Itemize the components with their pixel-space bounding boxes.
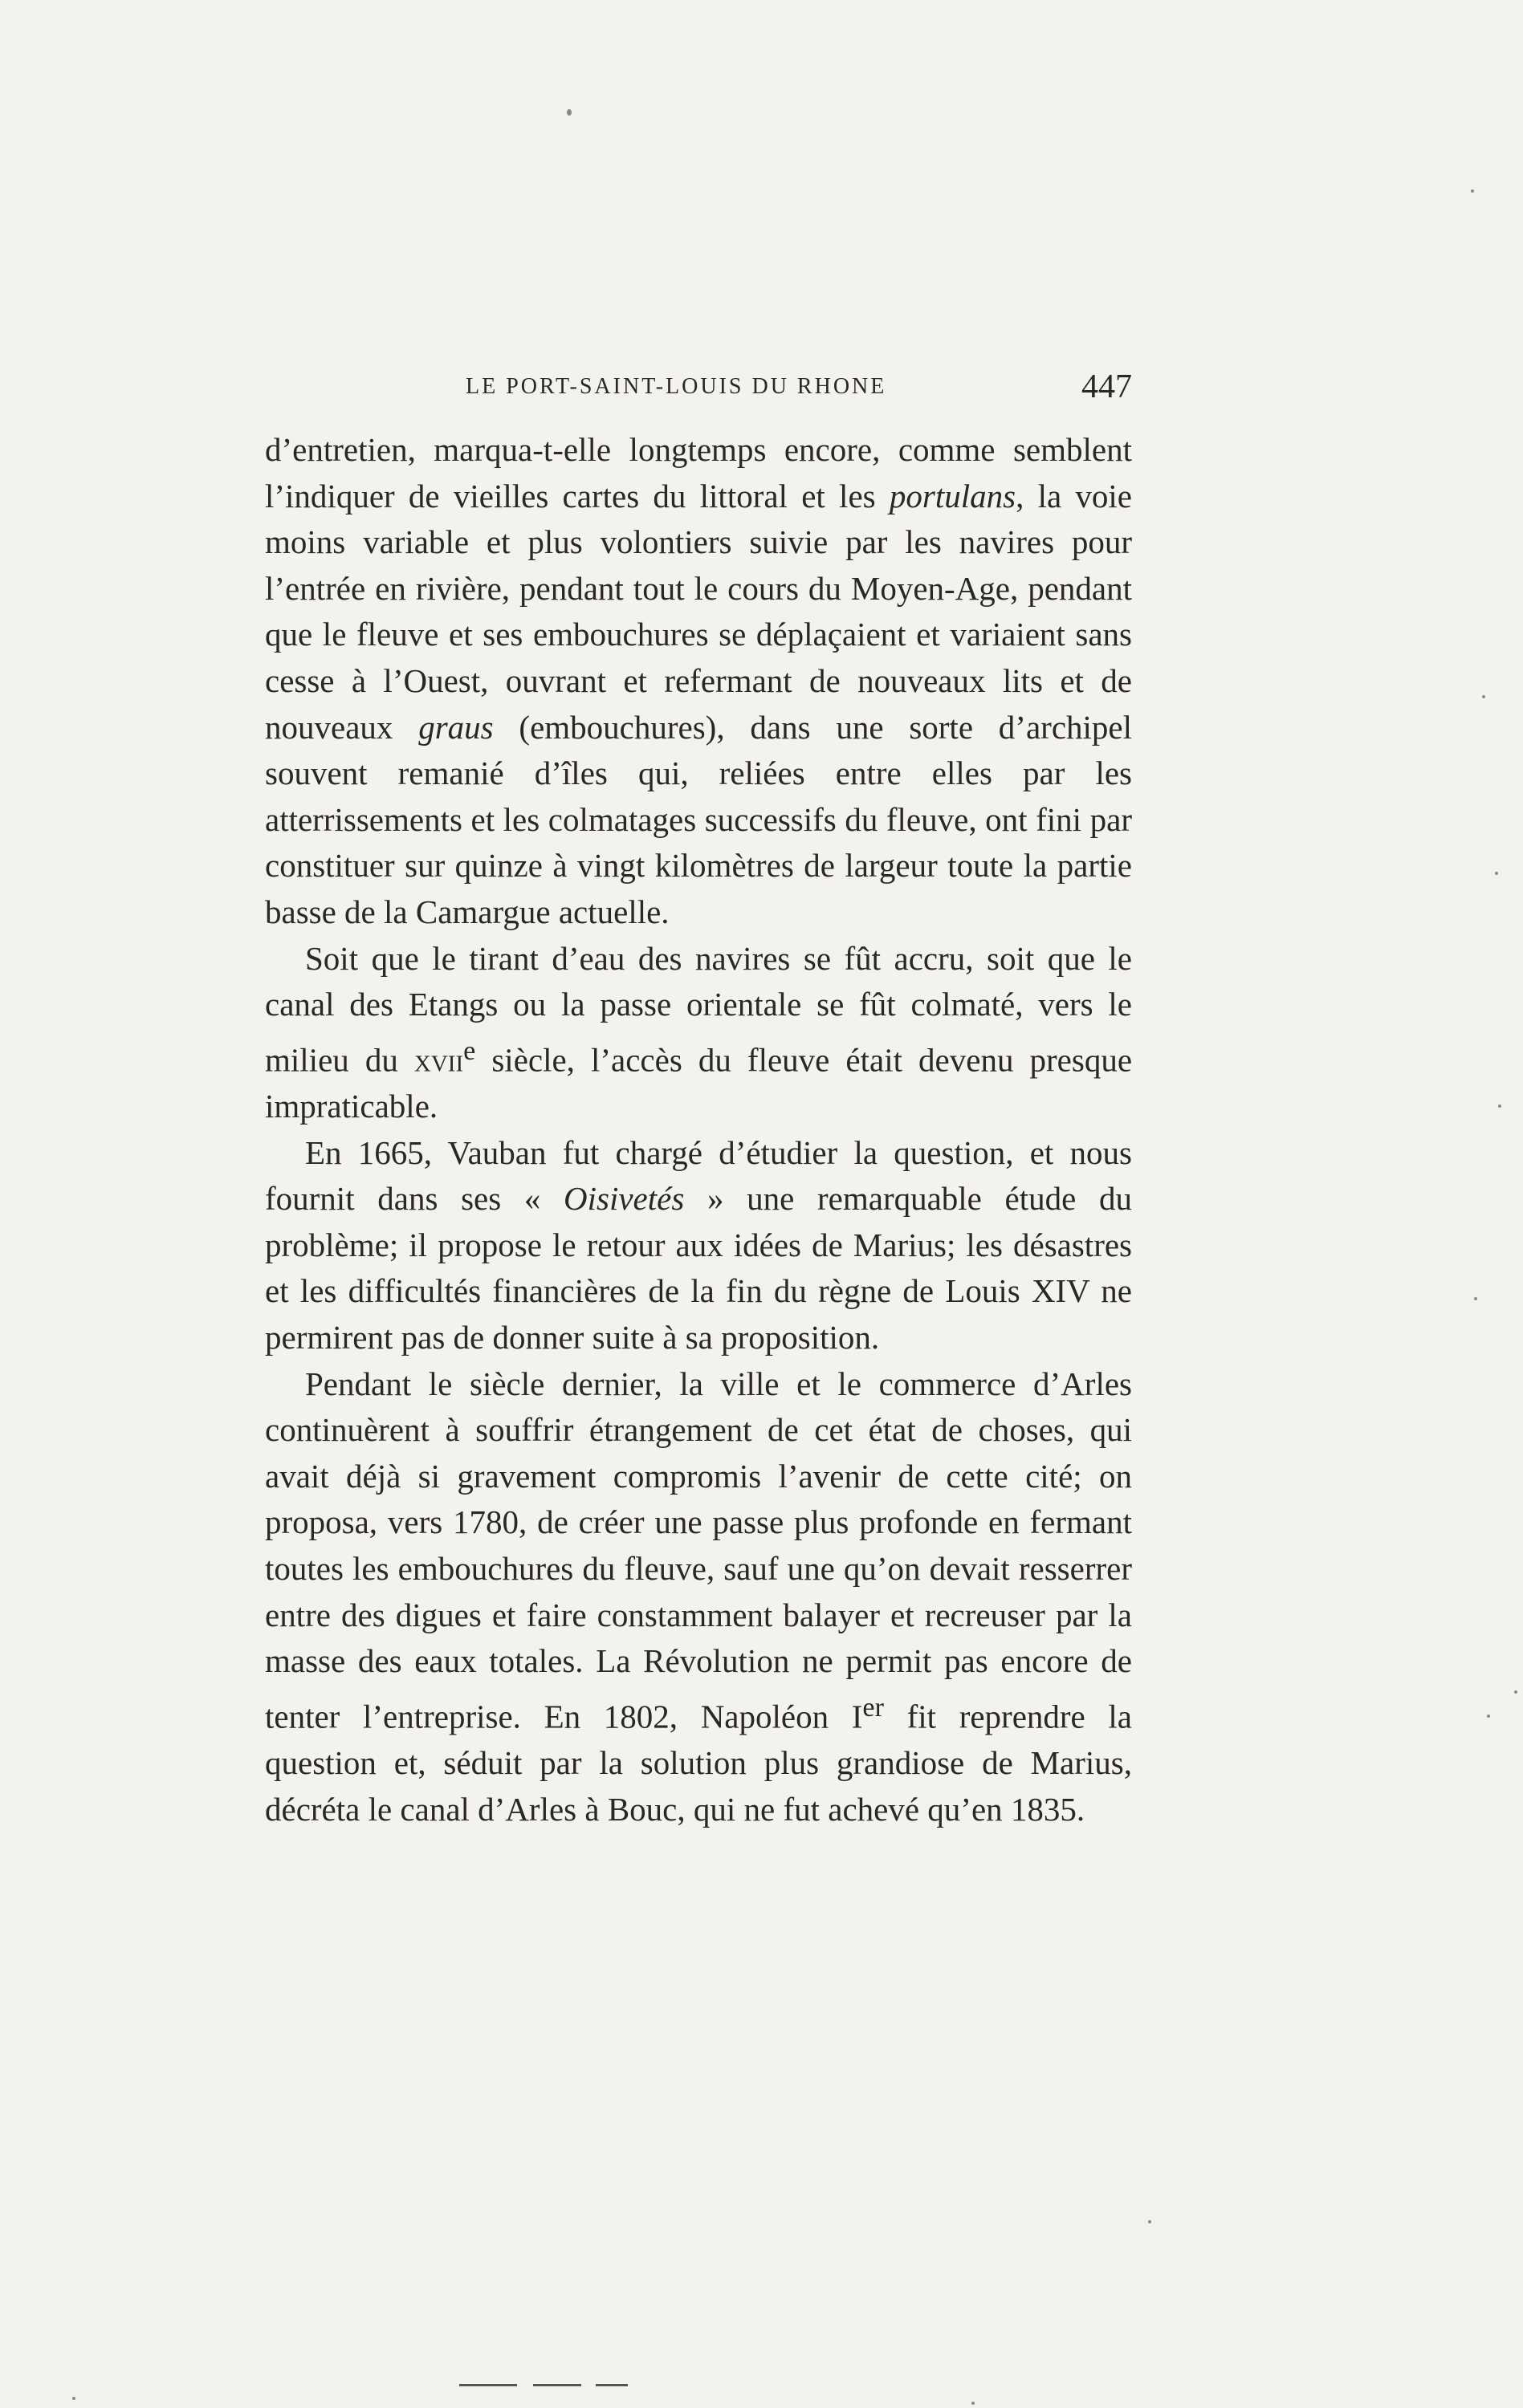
paragraph-3: En 1665, Vauban fut chargé d’étudier la question, et nous fournit dans ses « Oisivetés » une remarquable étude du problème; il propose le retour aux idées de Marius; les désastres et les difficultés financières de la fin du règne de Louis XIV ne permirent pas de donner suite à sa proposition. bbox=[265, 1133, 1132, 1356]
running-head bbox=[265, 368, 1132, 419]
paper-speck bbox=[72, 2397, 75, 2400]
paper-speck bbox=[1474, 1297, 1477, 1300]
italic-title-oisivetes: Oisivetés bbox=[564, 1180, 685, 1218]
paper-speck bbox=[1495, 872, 1498, 875]
paper-speck bbox=[567, 109, 572, 116]
bottom-rule-1 bbox=[459, 2384, 517, 2386]
paper-speck bbox=[1148, 2220, 1151, 2223]
paper-speck bbox=[1487, 1714, 1490, 1718]
paragraph-4: Pendant le siècle dernier, la ville et le commerce d’Arles continuèrent à souffrir étrangement de cet état de choses, qui avait déjà si gravement compromis l’avenir de cette cité; on proposa, vers 1780, de créer une passe plus profonde en fermant toutes les embouchures du fleuve, sauf une qu’on devait resserrer entre des digues et faire constamment balayer et recreuser par la masse des eaux totales. La Révolution ne permit pas encore de tenter l’entreprise. En 1802, Napoléon Ier fit reprendre la question et, séduit par la solution plus grandiose de Marius, décréta le canal d’Arles à Bouc, qui ne fut achevé qu’en 1835. bbox=[265, 1365, 1133, 1828]
bottom-rule-3 bbox=[596, 2384, 628, 2386]
paper-speck bbox=[1482, 695, 1485, 698]
century-superscript: e bbox=[463, 1035, 476, 1066]
paper-speck bbox=[1514, 1690, 1517, 1694]
running-title: LE PORT-SAINT-LOUIS DU RHONE bbox=[466, 374, 887, 399]
ordinal-superscript: er bbox=[862, 1692, 884, 1723]
page-number: 447 bbox=[1081, 368, 1132, 405]
century-numeral: xvii bbox=[413, 1041, 464, 1079]
bottom-rule-2 bbox=[533, 2384, 581, 2386]
paper-speck bbox=[1498, 1104, 1501, 1108]
italic-term-portulans: portulans bbox=[889, 477, 1016, 515]
paper-speck bbox=[1471, 189, 1474, 193]
paper-speck bbox=[971, 2402, 975, 2405]
paragraph-1: d’entretien, marqua-t-elle longtemps encore, comme semblent l’indiquer de vieilles cartes du littoral et les portulans, la voie moins variable et plus volontiers suivie par les navires pour l’entrée en rivière, pendant tout le cours du Moyen-Age, pendant que le fleuve et ses embouchures se déplaçaient et variaient sans cesse à l’Ouest, ouvrant et refermant de nouveaux lits et de nouveaux graus (embouchures), dans une sorte d’archipel souvent remanié d’îles qui, reliées entre elles par les atterrissements et les colmatages successifs du fleuve, ont fini par constituer sur quinze à vingt kilomètres de largeur toute la partie basse de la Camargue actuelle. bbox=[265, 431, 1132, 930]
body-text bbox=[265, 427, 1132, 1832]
italic-term-graus: graus bbox=[418, 708, 494, 746]
paragraph-2: Soit que le tirant d’eau des navires se fût accru, soit que le canal des Etangs ou la passe orientale se fût colmaté, vers le milieu du xvii$^e$ siècle, l’accès du fleuve était devenu presque impraticable. bbox=[265, 939, 1133, 1125]
